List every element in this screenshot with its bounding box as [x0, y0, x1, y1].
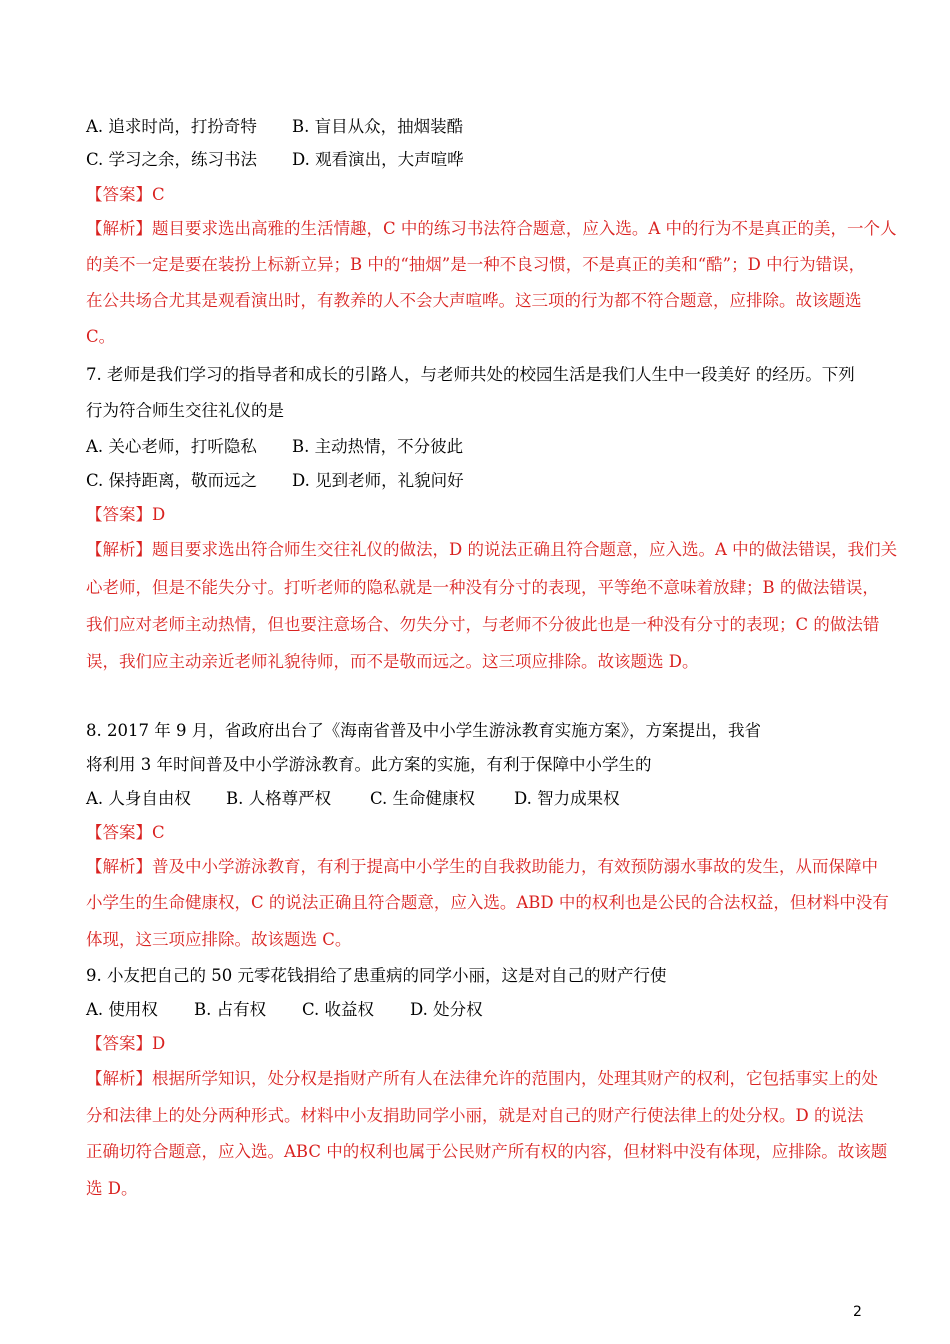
q9-analysis-line: 【解析】根据所学知识，处分权是指财产所有人在法律允许的范围内，处理其财产的权利，它包括事实上的处 [86, 1069, 878, 1088]
q7-option-b: B. 主动热情，不分彼此 [292, 437, 464, 456]
q8-options [86, 788, 620, 810]
q9-stem: 9. 小友把自己的 50 元零花钱捐给了患重病的同学小丽，这是对自己的财产行使 [86, 966, 667, 985]
q7-answer: 【答案】D [86, 505, 166, 524]
q8-stem-line: 将利用 3 年时间普及中小学游泳教育。此方案的实施，有利于保障中小学生的 [86, 755, 652, 774]
q8-option-b: B. 人格尊严权 [226, 789, 332, 808]
q9-analysis-line: 选 D。 [86, 1179, 138, 1198]
q7-options-row2 [86, 470, 464, 492]
page-number: 2 [853, 1304, 862, 1320]
q7-analysis-line: 误，我们应主动亲近老师礼貌待师，而不是敬而远之。这三项应排除。故该题选 D。 [86, 652, 699, 671]
q6-answer: 【答案】C [86, 185, 165, 204]
q6-analysis-line: 【解析】题目要求选出高雅的生活情趣，C 中的练习书法符合题意，应入选。A 中的行为不是真正的美，一个人 [86, 219, 897, 238]
q6-options-row1 [86, 116, 463, 138]
q6-option-a: A. 追求时尚，打扮奇特 [86, 117, 257, 136]
q9-option-a: A. 使用权 [86, 1000, 158, 1019]
q6-analysis-line: C。 [86, 327, 116, 346]
q7-analysis-line: 心老师，但是不能失分寸。打听老师的隐私就是一种没有分寸的表现，平等绝不意味着放肆；B 的做法错误， [86, 578, 879, 597]
q8-stem-line: 8. 2017 年 9 月，省政府出台了《海南省普及中小学生游泳教育实施方案》，方案提出，我省 [86, 721, 761, 740]
q7-analysis-line: 我们应对老师主动热情，但也要注意场合、勿失分寸，与老师不分彼此也是一种没有分寸的表现；C 的做法错 [86, 615, 880, 634]
q8-option-c: C. 生命健康权 [370, 789, 476, 808]
q9-option-c: C. 收益权 [302, 1000, 375, 1019]
q8-analysis-line: 【解析】普及中小学游泳教育，有利于提高中小学生的自我救助能力，有效预防溺水事故的发生，从而保障中 [86, 857, 878, 876]
q6-option-b: B. 盲目从众，抽烟装酷 [292, 117, 464, 136]
q6-option-d: D. 观看演出，大声喧哗 [292, 150, 464, 169]
q7-option-a: A. 关心老师，打听隐私 [86, 437, 257, 456]
q9-option-d: D. 处分权 [410, 1000, 483, 1019]
q6-option-c: C. 学习之余，练习书法 [86, 150, 258, 169]
q7-options-row1 [86, 436, 463, 458]
q9-analysis-line: 分和法律上的处分两种形式。材料中小友捐助同学小丽，就是对自己的财产行使法律上的处分权。D 的说法 [86, 1106, 864, 1125]
q8-option-a: A. 人身自由权 [86, 789, 191, 808]
q8-analysis-line: 体现，这三项应排除。故该题选 C。 [86, 930, 352, 949]
q7-analysis-line: 【解析】题目要求选出符合师生交往礼仪的做法，D 的说法正确且符合题意，应入选。A 中的做法错误，我们关 [86, 540, 898, 559]
q7-stem-line: 行为符合师生交往礼仪的是 [86, 401, 284, 420]
q6-analysis-line: 在公共场合尤其是观看演出时，有教养的人不会大声喧哗。这三项的行为都不符合题意，应排除。故该题选 [86, 291, 862, 310]
q9-answer: 【答案】D [86, 1034, 166, 1053]
q9-analysis-line: 正确切符合题意，应入选。ABC 中的权利也属于公民财产所有权的内容，但材料中没有体现，应排除。故该题 [86, 1142, 888, 1161]
q7-stem-line: 7. 老师是我们学习的指导者和成长的引路人，与老师共处的校园生活是我们人生中一段美好 的经历。下列 [86, 365, 855, 384]
q8-option-d: D. 智力成果权 [514, 789, 620, 808]
q6-options-row2 [86, 149, 464, 171]
q7-option-c: C. 保持距离，敬而远之 [86, 471, 258, 490]
q8-analysis-line: 小学生的生命健康权，C 的说法正确且符合题意，应入选。ABD 中的权利也是公民的合法权益，但材料中没有 [86, 893, 889, 912]
q9-options [86, 999, 483, 1021]
q9-option-b: B. 占有权 [194, 1000, 267, 1019]
q7-option-d: D. 见到老师，礼貌问好 [292, 471, 464, 490]
q6-analysis-line: 的美不一定是要在装扮上标新立异；B 中的“抽烟”是一种不良习惯，不是真正的美和“酷”；D 中行为错误， [86, 255, 866, 274]
q8-answer: 【答案】C [86, 823, 165, 842]
